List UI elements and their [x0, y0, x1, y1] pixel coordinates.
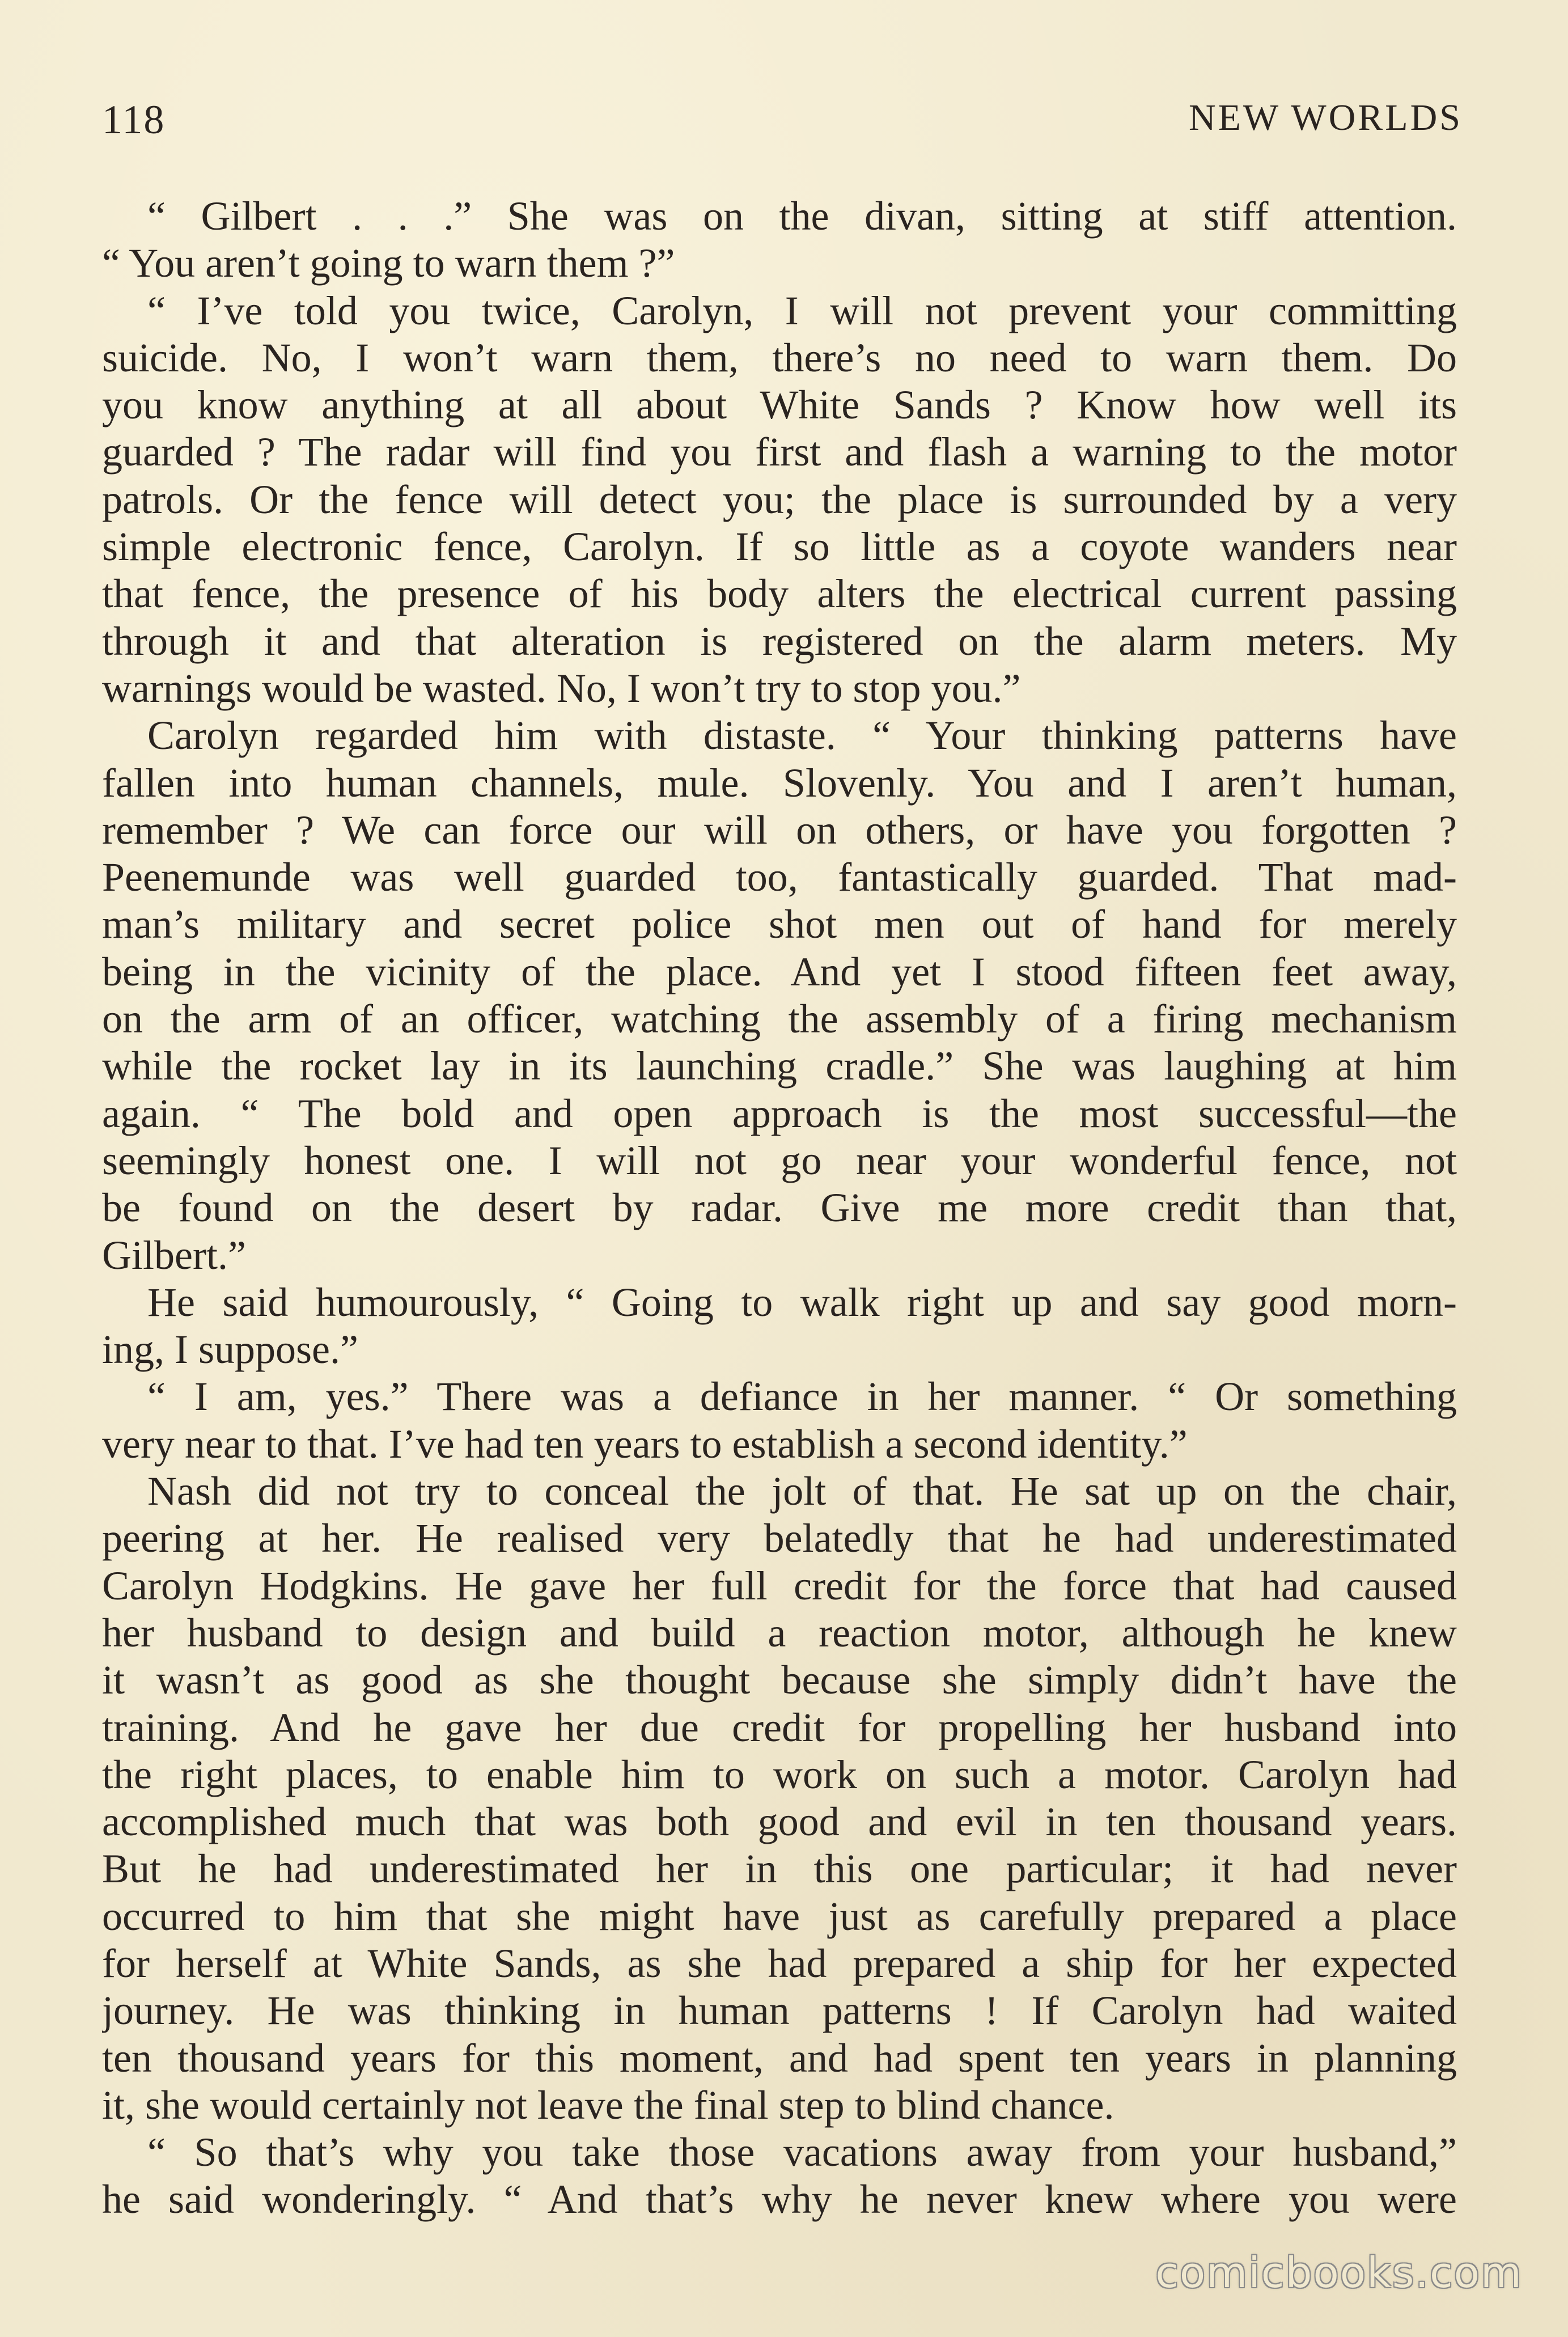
- text-line: man’s military and secret police shot men out of hand for merely: [102, 901, 1457, 947]
- text-line: it, she would certainly not leave the final step to blind chance.: [102, 2082, 1114, 2128]
- text-line: seemingly honest one. I will not go near your wonderful fence, not: [102, 1137, 1457, 1183]
- text-line: for herself at White Sands, as she had prepared a ship for her expected: [102, 1940, 1457, 1986]
- text-line: “ Gilbert . . .” She was on the divan, sitting at stiff attention.: [147, 193, 1457, 239]
- text-line: guarded ? The radar will find you first and flash a warning to the motor: [102, 429, 1457, 475]
- text-line: ing, I suppose.”: [102, 1327, 358, 1373]
- text-line: peering at her. He realised very belatedly that he had underestimated: [102, 1515, 1457, 1561]
- text-line: patrols. Or the fence will detect you; the place is surrounded by a very: [102, 476, 1457, 522]
- text-line: it wasn’t as good as she thought because she simply didn’t have the: [102, 1657, 1457, 1703]
- text-line: accomplished much that was both good and evil in ten thousand years.: [102, 1799, 1457, 1845]
- text-line: warnings would be wasted. No, I won’t try to stop you.”: [102, 665, 1021, 711]
- text-line: Carolyn Hodgkins. He gave her full credit for the force that had caused: [102, 1563, 1457, 1608]
- text-line: occurred to him that she might have just as carefully prepared a place: [102, 1893, 1457, 1939]
- page-number: 118: [102, 97, 166, 142]
- text-line: Peenemunde was well guarded too, fantastically guarded. That mad-: [102, 854, 1457, 900]
- text-line: He said humourously, “ Going to walk right up and say good morn-: [147, 1279, 1457, 1325]
- text-line: Nash did not try to conceal the jolt of that. He sat up on the chair,: [147, 1468, 1457, 1514]
- text-line: “ You aren’t going to warn them ?”: [102, 240, 675, 286]
- text-line: But he had underestimated her in this one particular; it had never: [102, 1846, 1457, 1892]
- text-line: remember ? We can force our will on others, or have you forgotten ?: [102, 807, 1457, 853]
- text-line: on the arm of an officer, watching the assembly of a firing mechanism: [102, 996, 1457, 1042]
- text-line: that fence, the presence of his body alters the electrical current passing: [102, 571, 1457, 617]
- text-line: “ So that’s why you take those vacations away from your husband,”: [147, 2129, 1457, 2175]
- page-header: [102, 96, 1463, 159]
- text-line: he said wonderingly. “ And that’s why he never knew where you were: [102, 2177, 1457, 2222]
- text-line: through it and that alteration is registered on the alarm meters. My: [102, 618, 1457, 664]
- text-line: simple electronic fence, Carolyn. If so little as a coyote wanders near: [102, 524, 1457, 570]
- text-line: ten thousand years for this moment, and had spent ten years in planning: [102, 2035, 1457, 2081]
- text-line: while the rocket lay in its launching cradle.” She was laughing at him: [102, 1043, 1457, 1089]
- text-line: “ I’ve told you twice, Carolyn, I will not prevent your committing: [147, 287, 1457, 333]
- text-line: again. “ The bold and open approach is the most successful—the: [102, 1090, 1457, 1136]
- text-line: “ I am, yes.” There was a defiance in her manner. “ Or something: [147, 1374, 1457, 1420]
- text-line: journey. He was thinking in human patterns ! If Carolyn had waited: [102, 1988, 1457, 2034]
- text-line: very near to that. I’ve had ten years to establish a second identity.”: [102, 1421, 1188, 1467]
- running-head: NEW WORLDS: [1188, 97, 1463, 138]
- text-line: Carolyn regarded him with distaste. “ Your thinking patterns have: [147, 713, 1457, 759]
- body-text: [102, 193, 1457, 2224]
- text-line: suicide. No, I won’t warn them, there’s no need to warn them. Do: [102, 335, 1457, 380]
- text-line: her husband to design and build a reaction motor, although he knew: [102, 1610, 1457, 1656]
- text-line: you know anything at all about White Sands ? Know how well its: [102, 382, 1457, 428]
- watermark: comicbooks.com: [1155, 2249, 1523, 2297]
- text-line: training. And he gave her due credit for propelling her husband into: [102, 1704, 1457, 1750]
- text-line: Gilbert.”: [102, 1232, 246, 1278]
- text-line: the right places, to enable him to work on such a motor. Carolyn had: [102, 1751, 1457, 1797]
- text-line: fallen into human channels, mule. Slovenly. You and I aren’t human,: [102, 760, 1457, 806]
- text-line: be found on the desert by radar. Give me more credit than that,: [102, 1185, 1457, 1231]
- text-line: being in the vicinity of the place. And yet I stood fifteen feet away,: [102, 949, 1457, 994]
